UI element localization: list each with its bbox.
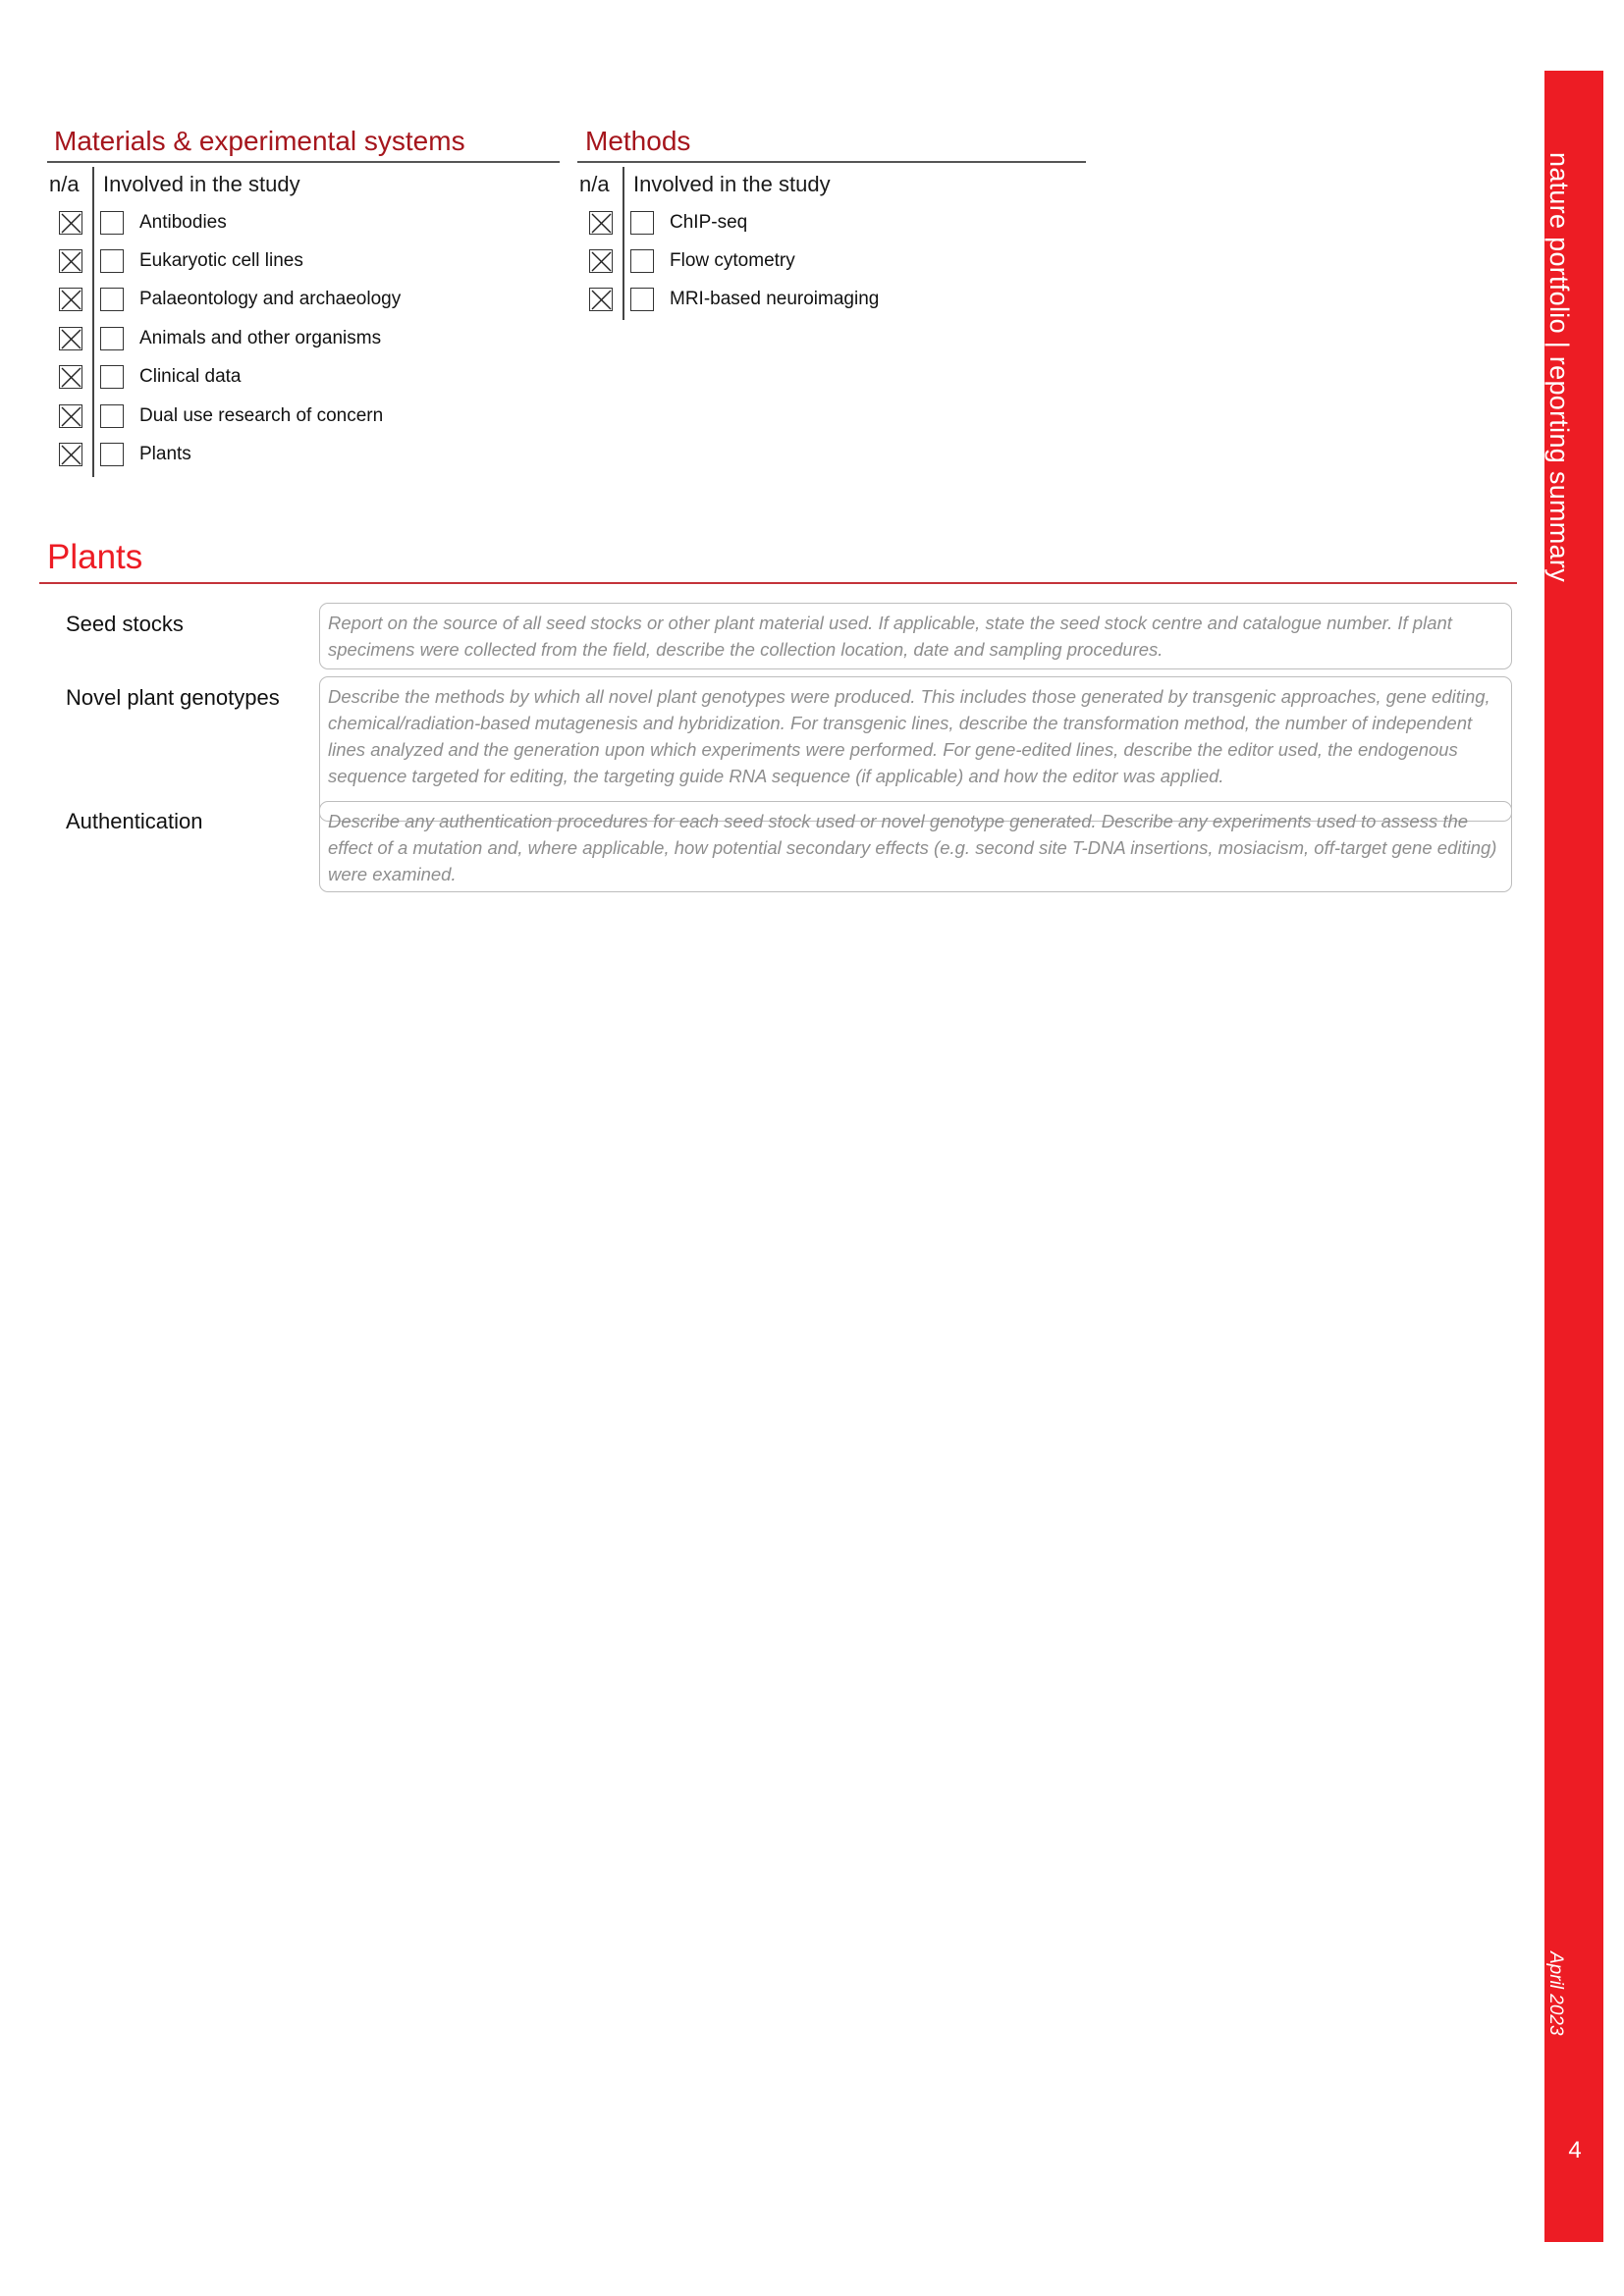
na-checkbox-checked[interactable] [589, 249, 613, 273]
methods-involved-header: Involved in the study [633, 172, 831, 196]
row-label: Flow cytometry [670, 250, 795, 271]
row-label: Plants [139, 444, 191, 464]
involved-checkbox[interactable] [630, 211, 654, 235]
row-label: Clinical data [139, 366, 242, 387]
sidebar-date: April 2023 [1545, 1951, 1566, 2036]
page-number: 4 [1568, 2137, 1582, 2163]
authentication-label: Authentication [66, 809, 203, 833]
row-label: Palaeontology and archaeology [139, 289, 402, 309]
involved-checkbox[interactable] [100, 249, 124, 273]
row-label: ChIP-seq [670, 212, 748, 233]
na-checkbox-checked[interactable] [59, 443, 82, 466]
na-checkbox-checked[interactable] [589, 288, 613, 311]
seed-stocks-field[interactable]: Report on the source of all seed stocks or other plant material used. If applicable, state the seed stock centre and catalogue number. If plant specimens were collected from the field, describe the collection location, date and sampling procedures. [319, 603, 1512, 669]
materials-involved-header: Involved in the study [103, 172, 300, 196]
seed-stocks-label: Seed stocks [66, 612, 184, 636]
na-checkbox-checked[interactable] [589, 211, 613, 235]
na-checkbox-checked[interactable] [59, 211, 82, 235]
na-checkbox-checked[interactable] [59, 249, 82, 273]
involved-checkbox[interactable] [100, 404, 124, 428]
na-checkbox-checked[interactable] [59, 404, 82, 428]
novel-genotypes-field[interactable]: Describe the methods by which all novel plant genotypes were produced. This includes those generated by transgenic approaches, gene editing, chemical/radiation-based mutagenesis and hybridization. For transgenic lines, describe the transformation method, the number of independent lines analyzed and the generation upon which experiments were performed. For gene-edited lines, describe the editor used, the endogenous sequence targeted for editing, the targeting guide RNA sequence (if applicable) and how the editor was applied. [319, 676, 1512, 822]
na-checkbox-checked[interactable] [59, 288, 82, 311]
novel-genotypes-label: Novel plant genotypes [66, 685, 280, 710]
materials-divider [92, 167, 94, 477]
involved-checkbox[interactable] [100, 365, 124, 389]
na-checkbox-checked[interactable] [59, 365, 82, 389]
methods-na-header: n/a [579, 172, 610, 196]
sidebar-title: nature portfolio | reporting summary [1544, 152, 1574, 583]
involved-checkbox[interactable] [630, 288, 654, 311]
involved-checkbox[interactable] [100, 443, 124, 466]
materials-na-header: n/a [49, 172, 80, 196]
row-label: Dual use research of concern [139, 405, 384, 426]
involved-checkbox[interactable] [100, 288, 124, 311]
na-checkbox-checked[interactable] [59, 327, 82, 350]
row-label: Eukaryotic cell lines [139, 250, 303, 271]
involved-checkbox[interactable] [630, 249, 654, 273]
methods-heading: Methods [577, 126, 1086, 163]
involved-checkbox[interactable] [100, 327, 124, 350]
plants-divider [39, 582, 1517, 584]
row-label: Animals and other organisms [139, 328, 382, 348]
methods-divider [623, 167, 624, 320]
plants-section-title: Plants [47, 538, 143, 576]
authentication-field[interactable]: Describe any authentication procedures for each seed stock used or novel genotype generated. Describe any experiments used to assess the effect of a mutation and, where applicable, how potential secondary effects (e.g. second site T-DNA insertions, mosiacism, off-target gene editing) were examined. [319, 801, 1512, 892]
materials-heading: Materials & experimental systems [47, 126, 560, 163]
row-label: MRI-based neuroimaging [670, 289, 880, 309]
involved-checkbox[interactable] [100, 211, 124, 235]
row-label: Antibodies [139, 212, 227, 233]
